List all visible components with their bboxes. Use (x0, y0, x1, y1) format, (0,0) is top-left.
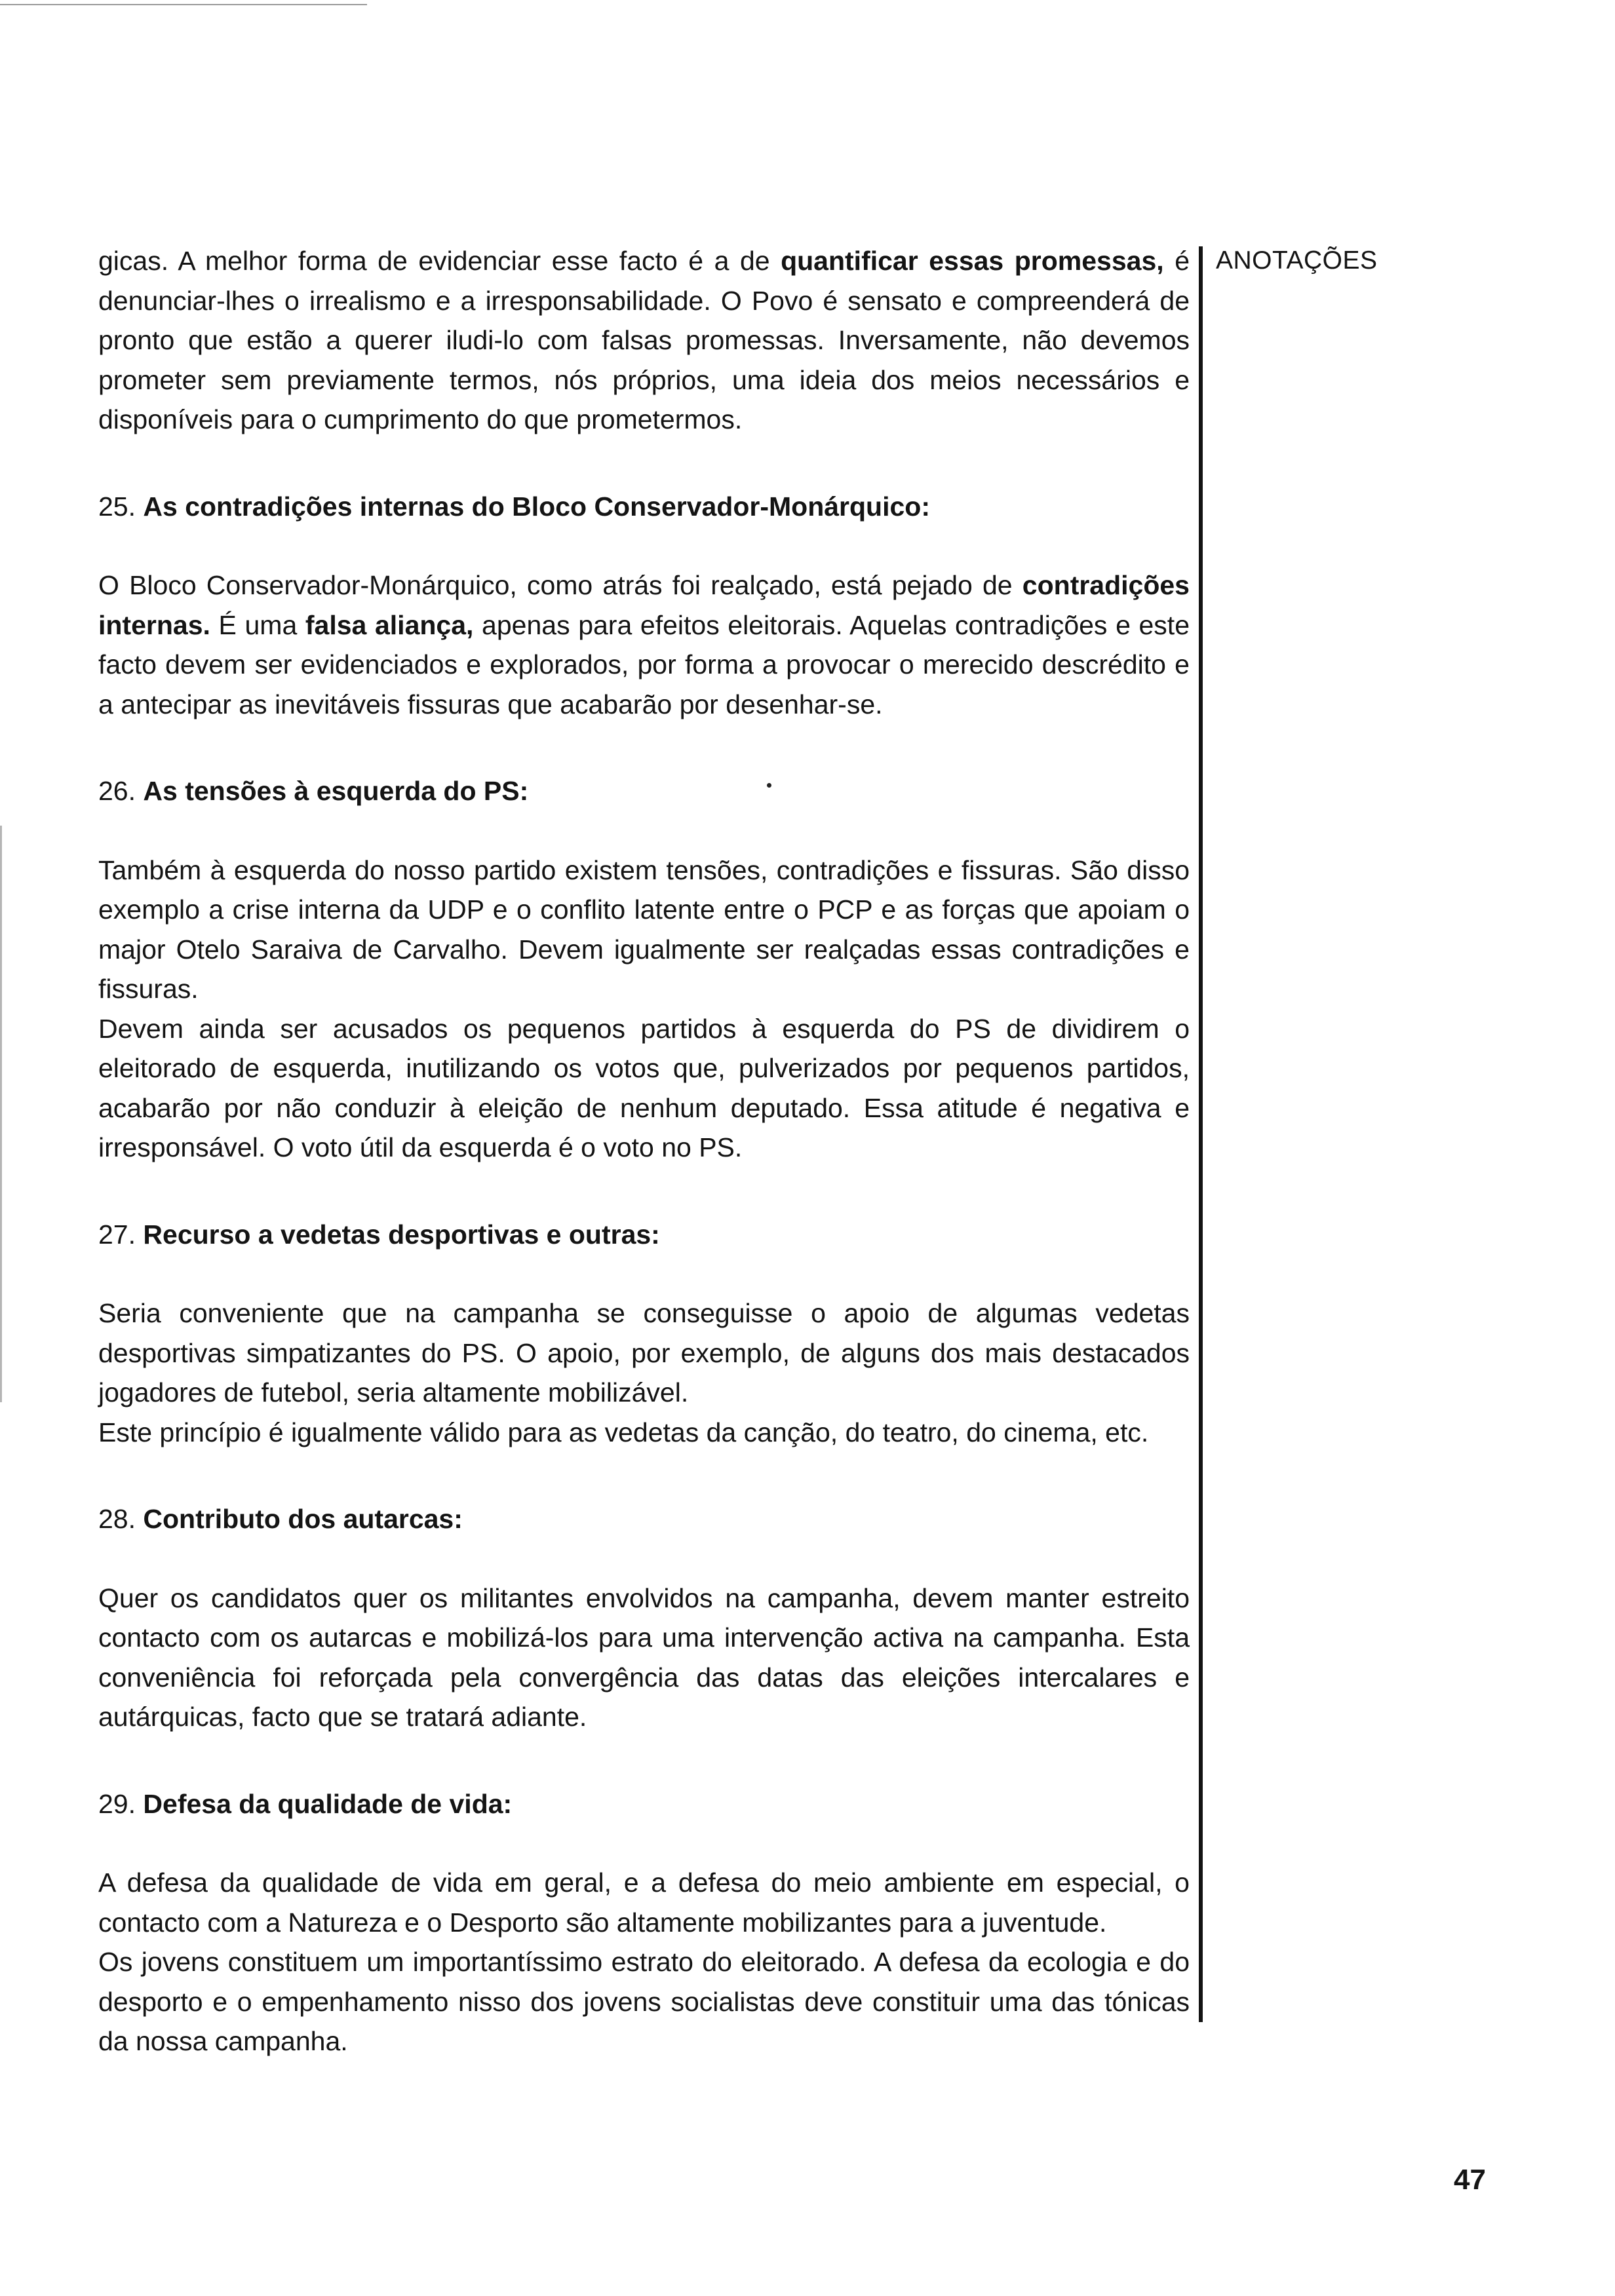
section-29 (98, 1784, 1190, 2061)
page-number: 47 (1454, 2164, 1486, 2196)
margin-divider-rule (1199, 246, 1203, 2022)
section-paragraph: Devem ainda ser acusados os pequenos partidos à esquerda do PS de dividirem o eleitorado de esquerda, inutilizando os votos que, pulverizados por pequenos partidos, acabarão por não conduzir à eleição de nenhum deputado. Essa atitude é negativa e irresponsável. O voto útil da esquerda é o voto no PS. (98, 1013, 1190, 1162)
intro-paragraph-block (98, 241, 1190, 440)
section-heading (98, 771, 1190, 811)
section-title: As contradições internas do Bloco Conservador-Monárquico: (143, 491, 930, 522)
section-heading (98, 1499, 1190, 1539)
body-text-column (98, 241, 1190, 2109)
section-25 (98, 487, 1190, 725)
section-paragraph: Seria conveniente que na campanha se conseguisse o apoio de algumas vedetas desportivas simpatizantes do PS. O apoio, por exemplo, de alguns dos mais destacados jogadores de futebol, seria altamente mobilizável. (98, 1298, 1190, 1407)
section-26 (98, 771, 1190, 1168)
scan-speck (767, 783, 771, 788)
section-title: Defesa da qualidade de vida: (143, 1788, 513, 1819)
section-heading (98, 1215, 1190, 1255)
section-number: 27. (98, 1219, 136, 1250)
notes-margin-label: ANOTAÇÕES (1216, 246, 1378, 275)
section-paragraph: Quer os candidatos quer os militantes envolvidos na campanha, devem manter estreito contacto com os autarcas e mobilizá-los para uma intervenção activa na campanha. Esta conveniência foi reforçada pela convergência das datas das eleições intercalares e autárquicas, facto que se tratará adiante. (98, 1582, 1190, 1732)
intro-paragraph: gicas. A melhor forma de evidenciar esse facto é a de quantificar essas promessas, é denunciar-lhes o irrealismo e a irresponsabilidade. O Povo é sensato e compreenderá de pronto que estão a querer iludi-lo com falsas promessas. Inversamente, não devemos prometer sem previamente termos, nós próprios, uma ideia dos meios necessários e disponíveis para o cumprimento do que prometermos. (98, 246, 1190, 434)
section-title: As tensões à esquerda do PS: (143, 776, 529, 806)
section-paragraph: A defesa da qualidade de vida em geral, e a defesa do meio ambiente em especial, o contacto com a Natureza e o Desporto são altamente mobilizantes para a juventude. (98, 1867, 1190, 1938)
section-28 (98, 1499, 1190, 1737)
scan-left-edge (0, 826, 2, 1402)
section-27 (98, 1215, 1190, 1453)
section-number: 29. (98, 1788, 136, 1819)
section-paragraph: Este princípio é igualmente válido para as vedetas da canção, do teatro, do cinema, etc. (98, 1417, 1149, 1447)
section-title: Recurso a vedetas desportivas e outras: (143, 1219, 660, 1250)
section-number: 25. (98, 491, 136, 522)
section-heading (98, 1784, 1190, 1824)
section-paragraph: O Bloco Conservador-Monárquico, como atrás foi realçado, está pejado de contradições internas. É uma falsa aliança, apenas para efeitos eleitorais. Aquelas contradições e este facto devem ser evidenciados e explorados, por forma a provocar o merecido descrédito e a antecipar as inevitáveis fissuras que acabarão por desenhar-se. (98, 570, 1190, 719)
section-number: 26. (98, 776, 136, 806)
section-paragraph: Os jovens constituem um importantíssimo estrato do eleitorado. A defesa da ecologia e do desporto e o empenhamento nisso dos jovens socialistas deve constituir uma das tónicas da nossa campanha. (98, 1947, 1190, 2056)
section-number: 28. (98, 1504, 136, 1534)
section-paragraph: Também à esquerda do nosso partido existem tensões, contradições e fissuras. São disso exemplo a crise interna da UDP e o conflito latente entre o PCP e as forças que apoiam o major Otelo Saraiva de Carvalho. Devem igualmente ser realçadas essas contradições e fissuras. (98, 854, 1190, 1004)
section-heading (98, 487, 1190, 527)
scan-edge-line (0, 4, 367, 5)
section-title: Contributo dos autarcas: (143, 1504, 463, 1534)
